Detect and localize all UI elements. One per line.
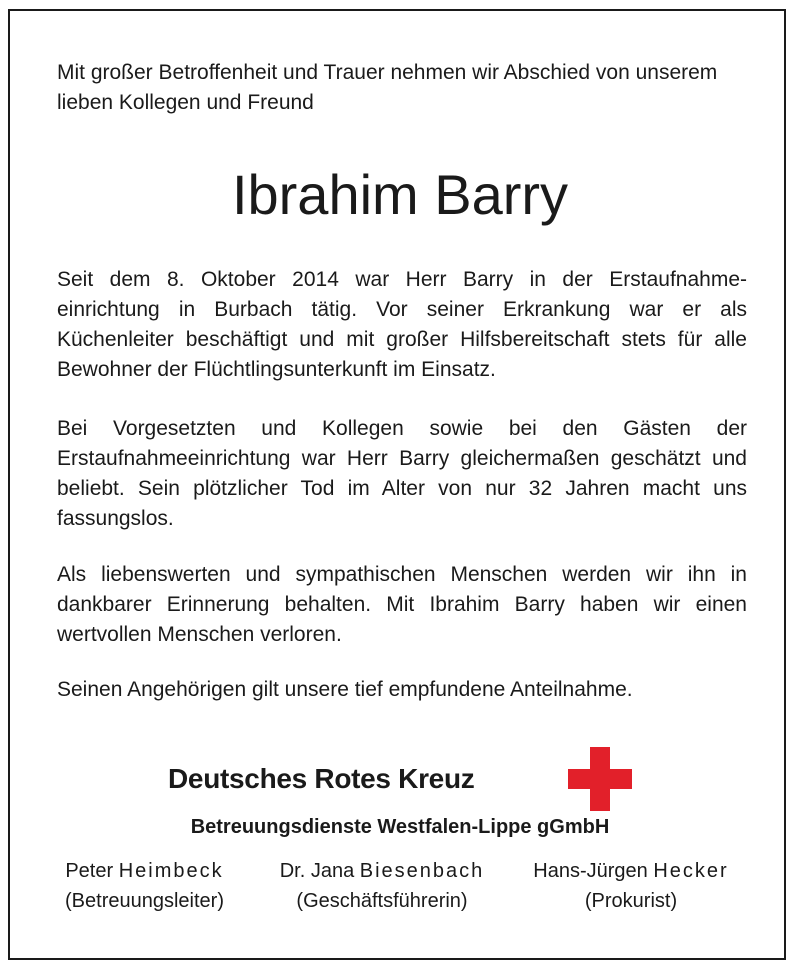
signer-heimbeck	[52, 856, 237, 916]
signer-role: (Geschäftsführerin)	[296, 890, 468, 912]
signer-role: (Betreuungsleiter)	[65, 890, 224, 912]
intro-text: Mit großer Betroffenheit und Trauer nehmen wir Abschied von unserem lieben Kollegen und Freund	[57, 61, 718, 114]
signer-biesenbach	[262, 856, 502, 916]
organization-name: Deutsches Rotes Kreuz	[168, 763, 475, 794]
paragraph-condolence: Seinen Angehörigen gilt unsere tief empfundene Anteilnahme.	[57, 678, 633, 701]
signer-last-name: Heimbeck	[118, 860, 224, 882]
signer-hecker	[520, 856, 742, 916]
signer-first-name: Hans-Jürgen	[533, 860, 648, 882]
signer-role: (Prokurist)	[584, 890, 678, 912]
organization-subtitle: Betreuungsdienste Westfalen-Lippe gGmbH	[190, 816, 610, 838]
deceased-name: Ibrahim Barry	[231, 163, 569, 226]
red-cross-icon	[568, 747, 632, 811]
paragraph-appreciation: Bei Vorgesetzten und Kollegen sowie bei den Gästen der Erstaufnahmeeinrichtung war Herr Barry gleichermaßen geschätzt und beliebt. Sein plötzlicher Tod im Alter von nur 32 Jahren macht uns fassungslos.	[57, 417, 747, 530]
signer-last-name: Hecker	[653, 860, 729, 882]
paragraph-remembrance: Als liebenswerten und sympathischen Menschen werden wir ihn in dankbarer Erinnerung behalten. Mit Ibrahim Barry haben wir einen wertvollen Menschen verloren.	[57, 563, 747, 646]
paragraph-employment: Seit dem 8. Oktober 2014 war Herr Barry in der Erstaufnahme- einrichtung in Burbach tätig. Vor seiner Erkrankung war er als Küchenleiter beschäftigt und mit großer Hilfsbereitschaft stets für alle Bewohner der Flüchtlingsunterkunft im Einsatz.	[57, 268, 747, 381]
organization-logo-row	[168, 757, 638, 813]
signer-first-name: Dr. Jana	[279, 860, 355, 882]
signer-last-name: Biesenbach	[359, 860, 485, 882]
signer-first-name: Peter	[65, 860, 114, 882]
